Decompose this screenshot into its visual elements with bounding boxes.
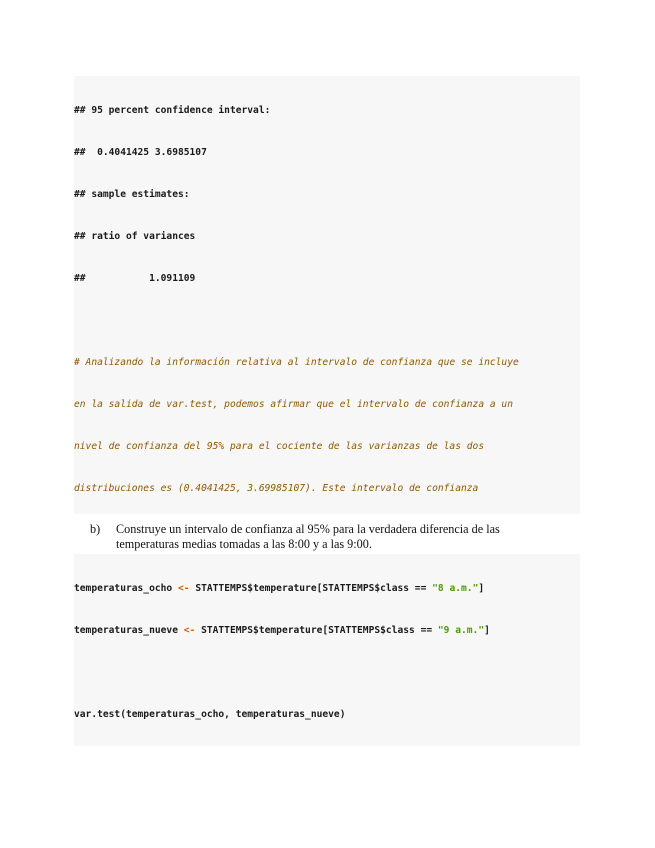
r-output-block-2	[74, 554, 580, 746]
output-line: ## 0.4041425 3.6985107	[74, 147, 207, 158]
output-line: ## sample estimates:	[74, 189, 190, 200]
question-label: b)	[90, 522, 101, 536]
output-line: ## ratio of variances	[74, 231, 196, 242]
output-line: ## 95 percent confidence interval:	[74, 105, 271, 116]
question-text-line1: Construye un intervalo de confianza al 95% para la verdadera diferencia de las	[116, 522, 500, 536]
question-text-line2: temperaturas medias tomadas a las 8:00 y a las 9:00.	[116, 537, 372, 551]
comment-line: en la salida de var.test, podemos afirmar que el intervalo de confianza a un	[74, 399, 513, 410]
comment-line: nivel de confianza del 95% para el cociente de las varianzas de las dos	[74, 441, 485, 452]
assign-ocho: temperaturas_ocho <- STATTEMPS$temperature[STATTEMPS$class == "8 a.m."]	[74, 583, 485, 594]
assign-nueve: temperaturas_nueve <- STATTEMPS$temperature[STATTEMPS$class == "9 a.m."]	[74, 625, 490, 636]
output-line: ## 1.091109	[74, 273, 196, 284]
vartest-call: var.test(temperaturas_ocho, temperaturas_nueve)	[74, 709, 346, 720]
comment-line: distribuciones es (0.4041425, 3.69985107). Este intervalo de confianza	[74, 483, 479, 494]
r-output-block-1	[74, 76, 580, 514]
comment-line: # Analizando la información relativa al intervalo de confianza que se incluye	[74, 357, 519, 368]
question-b	[90, 522, 570, 552]
